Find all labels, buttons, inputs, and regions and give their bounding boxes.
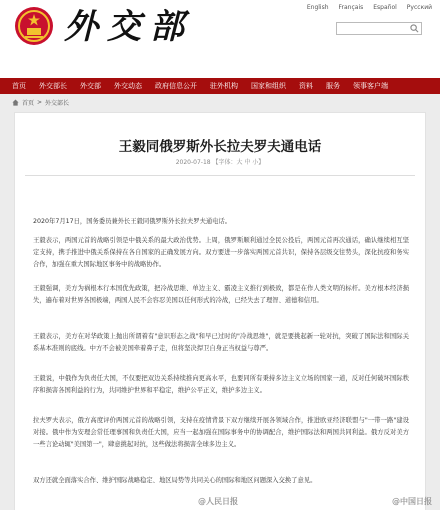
nav-item-consular-app[interactable]: 领事客户端 [353,82,388,90]
article-paragraph: 王毅强调，美方为祸根本行本国优先政策，把冷战思维、单边主义、霸凌主义推行到极致，都是在作人类文明的标杆。美方根本经济损失，遍布着对世界各国极端，两国人民不会容忍美国以任何形式的冷战，已经失去了理智、道德和信用。 [33,285,409,305]
nav-item-countries[interactable]: 国家和组织 [251,82,286,90]
lang-russian[interactable]: Русский [406,4,432,11]
breadcrumb [12,98,69,107]
nav-item-resources[interactable]: 资料 [299,82,313,90]
article-meta: 2020-07-18 【字体：大 中 小】 [175,159,265,166]
nav-item-minister[interactable]: 外交部长 [39,82,67,90]
national-emblem-icon [14,6,54,46]
watermark-peoples-daily: @人民日报 [198,497,238,506]
breadcrumb-home[interactable]: 首页 [22,100,35,107]
nav-item-services[interactable]: 服务 [326,82,340,90]
main-nav [0,78,440,94]
article-panel [14,112,426,510]
article-paragraph: 王毅说，中俄作为负责任大国，不仅要把双边关系持续推向更高水平，也要同所有秉持多边主义立场的国家一道，反对任何破坏国际秩序和损害各国利益的行为，共同维护世界和平稳定，维护公平正义，维护多边主义。 [33,375,409,395]
nav-item-home[interactable]: 首页 [12,82,26,90]
divider [25,175,415,176]
site-header [0,0,440,78]
article-paragraph: 王毅表示，美方在对华政策上抛出所谓着有"意识形态之战"和早已过时的"冷战思维"，就是要挑起新一轮对抗，突破了国际法和国际关系基本准则的底线。中方不会被美国牵着鼻子走，但将坚决捍卫自身正当权益与尊严。 [33,333,409,353]
site-logo[interactable]: 外交部 [64,7,193,47]
article-paragraph: 王毅表示，两国元首的战略引领是中俄关系的最大政治优势。上周，俄罗斯顺利通过全民公投后，两国元首再次通话，确认继续相互坚定支持，携手推进中俄关系保持在各自国家的正确发展方向。双方要进一步落实两国元首共识，保持各层级交往势头，深化抗疫和务实合作，加强在重大国际地区事务中的战略协作。 [33,237,409,269]
breadcrumb-separator: > [37,99,43,106]
lang-spanish[interactable]: Español [373,4,397,11]
breadcrumb-minister[interactable]: 外交部长 [45,100,70,107]
nav-item-news[interactable]: 外交动态 [114,82,142,90]
search-input[interactable] [336,22,422,35]
watermark-china-daily: @中国日报 [392,497,432,506]
nav-item-gov-info[interactable]: 政府信息公开 [155,82,197,90]
language-bar [307,4,432,11]
lang-english[interactable]: English [306,4,329,11]
article-paragraph: 双方还就全面落实合作、维护国际战略稳定、地区局势等共同关心的国际和地区问题深入交换了意见。 [33,477,317,484]
nav-item-missions[interactable]: 驻外机构 [210,82,238,90]
article-title: 王毅同俄罗斯外长拉夫罗夫通电话 [118,139,322,155]
article-paragraph: 拉夫罗夫表示，俄方高度评价两国元首的战略引领，支持在疫情背景下双方继续开展各领域合作，推进欧亚经济联盟与"一带一路"建设对接。俄中作为安理会常任理事国和负责任大国，应当一起加强在国际事务中的协调配合，维护国际法和两国共同利益。俄方反对美方一些言论动辄"美国第一"，肆意挑起对抗，这些做法将损害全球多边主义。 [33,417,409,449]
lang-french[interactable]: Français [338,4,364,11]
nav-item-ministry[interactable]: 外交部 [80,82,101,90]
home-icon [12,99,19,106]
search-icon[interactable] [410,24,419,33]
article-paragraph: 2020年7月17日，国务委员兼外长王毅同俄罗斯外长拉夫罗夫通电话。 [33,218,232,225]
